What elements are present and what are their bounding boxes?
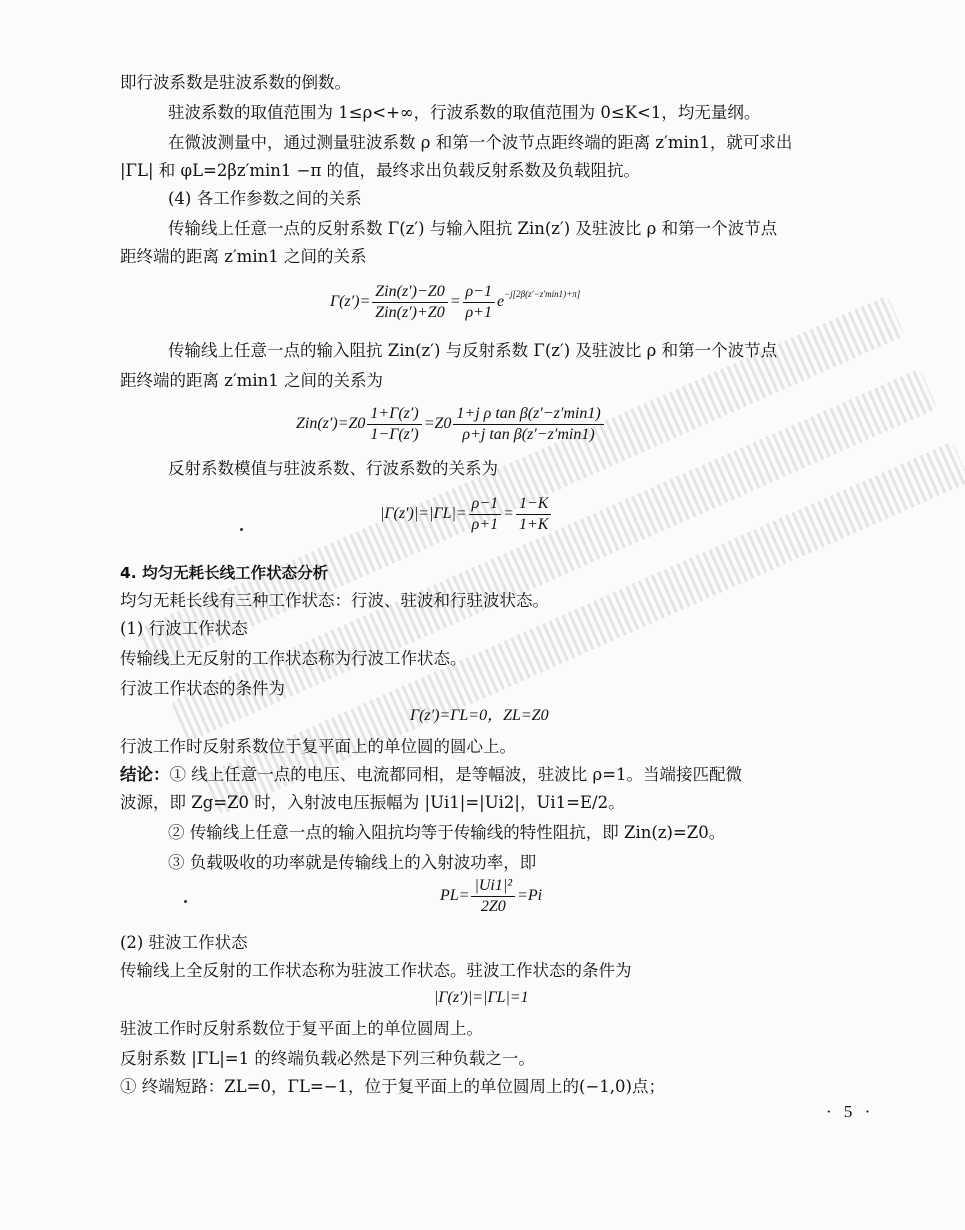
paragraph-line: 距终端的距离 z′min1 之间的关系为 bbox=[120, 371, 383, 390]
section-heading: (4) 各工作参数之间的关系 bbox=[168, 189, 362, 208]
paragraph-line: 即行波系数是驻波系数的倒数。 bbox=[120, 73, 351, 92]
subsection-heading: (1) 行波工作状态 bbox=[120, 619, 248, 638]
print-speck bbox=[184, 900, 187, 903]
print-speck bbox=[240, 528, 243, 531]
paragraph-line: 传输线上无反射的工作状态称为行波工作状态。 bbox=[120, 649, 467, 668]
paragraph-line: 反射系数模值与驻波系数、行波系数的关系为 bbox=[168, 459, 498, 478]
paragraph-line: |ΓL| 和 φL=2βz′min1 −π 的值，最终求出负载反射系数及负载阻抗。 bbox=[120, 161, 641, 180]
equation-load-power: PL= $\frac{\text{|Ui1|²}}{2Z0}$ =Pi bbox=[440, 877, 543, 915]
equation-input-impedance: Zin(z′)=Z0 $\frac{1+\Gamma(z')}{1-\Gamma(z')}$ =Z0 $\frac{\text{1+j ρ tan β(z′−z′min1)}}{\text{ρ+j tan β(z′−z′min1)}}$ bbox=[296, 404, 606, 445]
paragraph-line: 波源，即 Zg=Z0 时，入射波电压振幅为 |Ui1|=|Ui2|，Ui1=E/2。 bbox=[120, 793, 625, 812]
equation-reflection-coefficient: Γ(z′)= $\frac{\text{Zin(z′)−Z0}}{\text{Zin(z′)+Z0}}$ = $\frac{\rho-1}{\rho+1}$ $e^{-j[2\beta(z'-z'min1)+\pi]}$ bbox=[330, 283, 581, 321]
section-heading: 4. 均匀无耗长线工作状态分析 bbox=[120, 564, 329, 582]
paragraph-line: 驻波系数的取值范围为 1≤ρ<+∞，行波系数的取值范围为 0≤K<1，均无量纲。 bbox=[168, 103, 761, 122]
paragraph-line: 均匀无耗长线有三种工作状态：行波、驻波和行驻波状态。 bbox=[120, 591, 549, 610]
paragraph-line: 传输线上任意一点的反射系数 Γ(z′) 与输入阻抗 Zin(z′) 及驻波比 ρ 和第一个波节点 bbox=[168, 219, 778, 238]
equation-standing-wave-condition: |Γ(z′)|=|ΓL|=1 bbox=[434, 989, 529, 1006]
paragraph-line: 距终端的距离 z′min1 之间的关系 bbox=[120, 247, 367, 266]
paragraph-line: ① 终端短路：ZL=0，ΓL=−1，位于复平面上的单位圆周上的(−1,0)点； bbox=[120, 1077, 665, 1096]
subsection-heading: (2) 驻波工作状态 bbox=[120, 933, 248, 952]
conclusion-label: 结论： bbox=[120, 765, 170, 784]
paragraph-line: 反射系数 |ΓL|=1 的终端负载必然是下列三种负载之一。 bbox=[120, 1049, 535, 1068]
paragraph-line: ③ 负载吸收的功率就是传输线上的入射波功率，即 bbox=[168, 853, 537, 872]
page-number: · 5 · bbox=[826, 1102, 875, 1121]
paragraph-line: 行波工作时反射系数位于复平面上的单位圆的圆心上。 bbox=[120, 737, 516, 756]
equation-traveling-wave-condition: Γ(z′)=ΓL=0，ZL=Z0 bbox=[410, 707, 549, 724]
paragraph-line: 在微波测量中，通过测量驻波系数 ρ 和第一个波节点距终端的距离 z′min1，就可求出 bbox=[168, 133, 793, 152]
paragraph-line: 驻波工作时反射系数位于复平面上的单位圆周上。 bbox=[120, 1019, 483, 1038]
paragraph-line: 行波工作状态的条件为 bbox=[120, 679, 285, 698]
paragraph-line: 结论：① 线上任意一点的电压、电流都同相，是等幅波，驻波比 ρ=1。当端接匹配微 bbox=[120, 765, 743, 784]
equation-reflection-magnitude: |Γ(z′)|=|ΓL|= $\frac{\rho-1}{\rho+1}$ = $\frac{1-K}{1+K}$ bbox=[380, 494, 553, 535]
paragraph-line: ② 传输线上任意一点的输入阻抗均等于传输线的特性阻抗，即 Zin(z)=Z0。 bbox=[168, 823, 726, 842]
paragraph-line: 传输线上任意一点的输入阻抗 Zin(z′) 与反射系数 Γ(z′) 及驻波比 ρ 和第一个波节点 bbox=[168, 341, 778, 360]
paragraph-line: 传输线上全反射的工作状态称为驻波工作状态。驻波工作状态的条件为 bbox=[120, 961, 632, 980]
